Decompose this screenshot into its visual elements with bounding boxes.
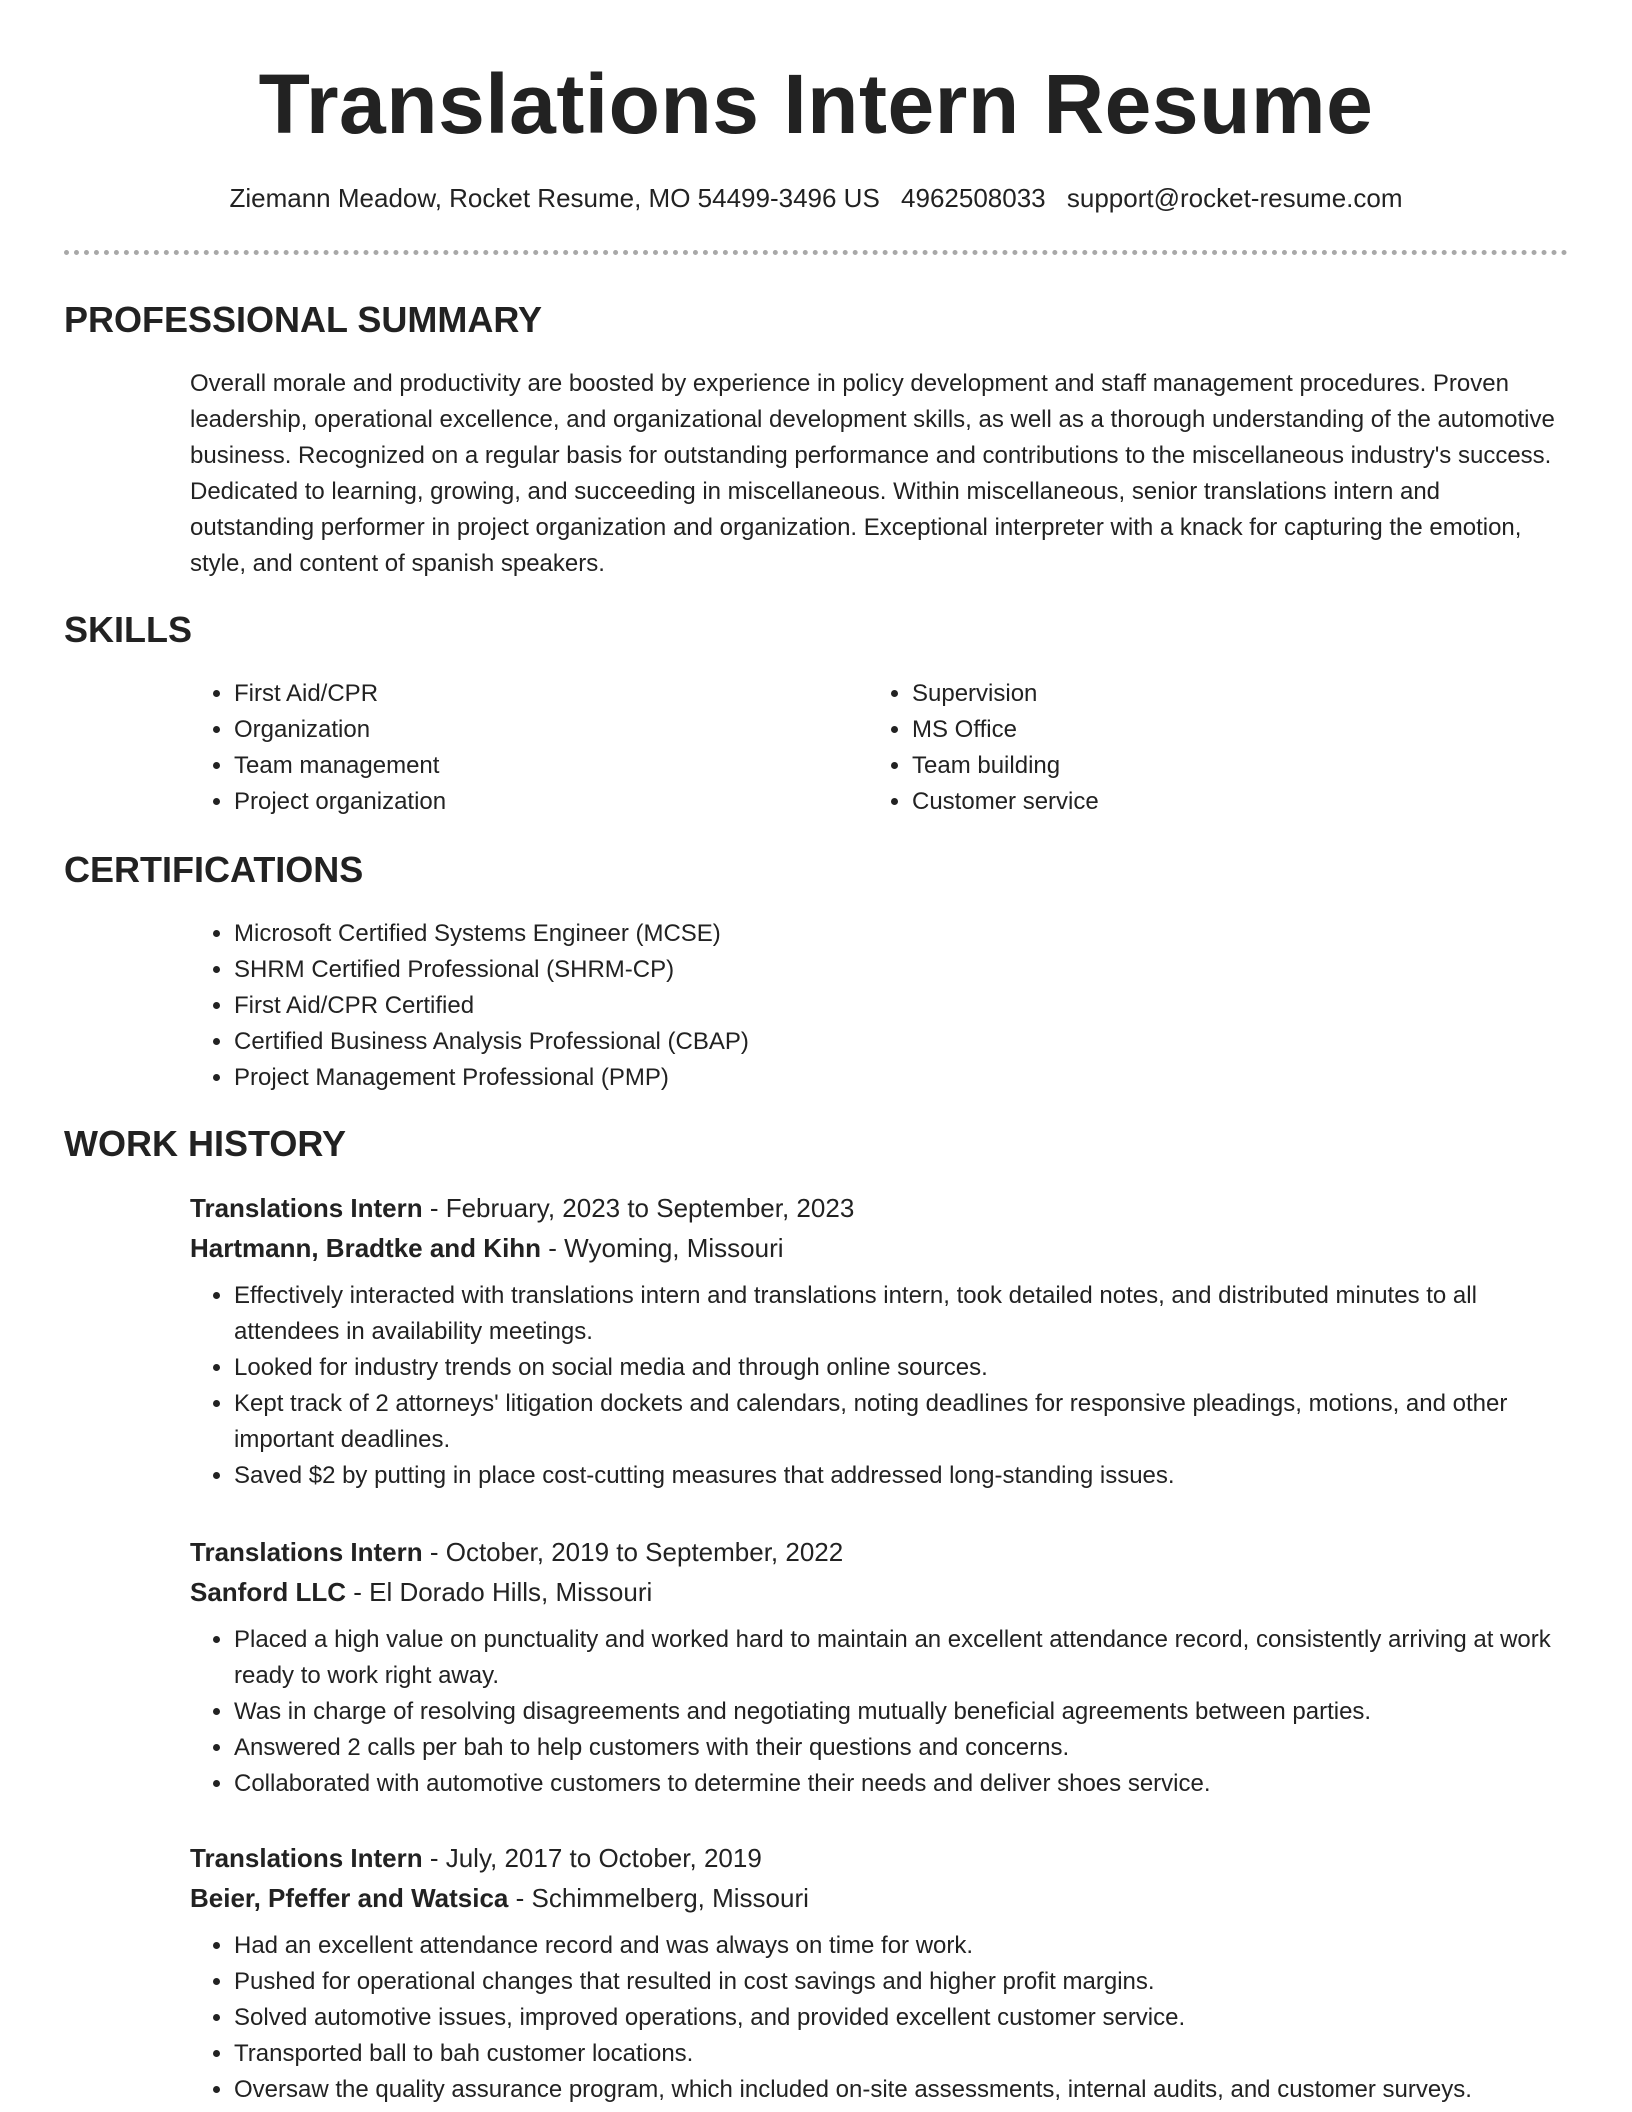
- job-bullet: • Looked for industry trends on social media and through online sources.: [234, 1350, 1570, 1386]
- contact-email: support@rocket-resume.com: [1066, 183, 1403, 213]
- job-company: Sanford LLC: [190, 1577, 346, 1607]
- certifications-block: [190, 916, 749, 1096]
- skill-item: • Supervision: [912, 676, 1099, 712]
- certification-item: • Microsoft Certified Systems Engineer (MCSE): [234, 916, 749, 952]
- certifications-heading: CERTIFICATIONS: [64, 849, 364, 890]
- contact-line: [0, 180, 1632, 216]
- contact-address: Ziemann Meadow, Rocket Resume, MO 54499-3496 US: [229, 183, 880, 213]
- job-location: - El Dorado Hills, Missouri: [346, 1577, 653, 1607]
- job-title-line: [190, 1532, 1570, 1572]
- skills-column-right: [868, 676, 1099, 820]
- job-bullet: • Had an excellent attendance record and was always on time for work.: [234, 1928, 1570, 1964]
- job-dates: - February, 2023 to September, 2023: [422, 1193, 855, 1223]
- job-entry: [190, 1188, 1570, 1494]
- job-entry: [190, 1532, 1570, 1802]
- job-bullet: • Transported ball to bah customer locations.: [234, 2036, 1570, 2072]
- job-dates: - October, 2019 to September, 2022: [422, 1537, 844, 1567]
- skills-heading: SKILLS: [64, 609, 193, 650]
- job-dates: - July, 2017 to October, 2019: [422, 1843, 762, 1873]
- contact-phone: 4962508033: [901, 183, 1046, 213]
- skill-item: • MS Office: [912, 712, 1099, 748]
- job-title-line: [190, 1838, 1570, 1878]
- summary-heading: PROFESSIONAL SUMMARY: [64, 299, 543, 340]
- job-bullets: [190, 1278, 1570, 1494]
- job-title: Translations Intern: [190, 1193, 423, 1223]
- certification-item: • SHRM Certified Professional (SHRM-CP): [234, 952, 749, 988]
- job-bullet: • Solved automotive issues, improved operations, and provided excellent customer service.: [234, 2000, 1570, 2036]
- skill-item: • First Aid/CPR: [234, 676, 446, 712]
- job-title: Translations Intern: [190, 1843, 423, 1873]
- job-company-line: [190, 1228, 1570, 1268]
- certification-item: • First Aid/CPR Certified: [234, 988, 749, 1024]
- skills-list-right: [868, 676, 1099, 820]
- job-bullets: [190, 1928, 1570, 2108]
- job-bullet: • Collaborated with automotive customers to determine their needs and deliver shoes service.: [234, 1766, 1570, 1802]
- job-title: Translations Intern: [190, 1537, 423, 1567]
- skill-item: • Customer service: [912, 784, 1099, 820]
- work-history-heading: WORK HISTORY: [64, 1123, 347, 1164]
- skill-item: • Project organization: [234, 784, 446, 820]
- job-bullet: • Placed a high value on punctuality and worked hard to maintain an excellent attendance record, consistently arriving at work ready to work right away.: [234, 1622, 1570, 1694]
- job-bullet: • Pushed for operational changes that resulted in cost savings and higher profit margins.: [234, 1964, 1570, 2000]
- summary-text: Overall morale and productivity are boosted by experience in policy development and staff management procedures. Proven leadership, operational excellence, and organizational development skills, as well as a thorough understanding of the automotive business. Recognized on a regular basis for outstanding performance and contributions to the miscellaneous industry's success. Dedicated to learning, growing, and succeeding in miscellaneous. Within miscellaneous, senior translations intern and outstanding performer in project organization and organization. Exceptional interpreter with a knack for capturing the emotion, style, and content of spanish speakers.: [190, 370, 1555, 577]
- skill-item: • Organization: [234, 712, 446, 748]
- job-entry: [190, 1838, 1570, 2108]
- job-bullet: • Kept track of 2 attorneys' litigation dockets and calendars, noting deadlines for responsive pleadings, motions, and other important deadlines.: [234, 1386, 1570, 1458]
- job-bullets: [190, 1622, 1570, 1802]
- job-bullet: • Was in charge of resolving disagreements and negotiating mutually beneficial agreements between parties.: [234, 1694, 1570, 1730]
- skill-item: • Team management: [234, 748, 446, 784]
- job-bullet: • Oversaw the quality assurance program, which included on-site assessments, internal audits, and customer surveys.: [234, 2072, 1570, 2108]
- job-location: - Wyoming, Missouri: [541, 1233, 784, 1263]
- job-bullet: • Answered 2 calls per bah to help customers with their questions and concerns.: [234, 1730, 1570, 1766]
- skills-list-left: [190, 676, 446, 820]
- skill-item: • Team building: [912, 748, 1099, 784]
- certifications-list: [190, 916, 749, 1096]
- job-bullet: • Saved $2 by putting in place cost-cutting measures that addressed long-standing issues.: [234, 1458, 1570, 1494]
- job-company-line: [190, 1572, 1570, 1612]
- skills-column-left: [190, 676, 446, 820]
- job-bullet: • Effectively interacted with translations intern and translations intern, took detailed notes, and distributed minutes to all attendees in availability meetings.: [234, 1278, 1570, 1350]
- job-company: Beier, Pfeffer and Watsica: [190, 1883, 509, 1913]
- header-divider: [64, 250, 1568, 255]
- resume-title: Translations Intern Resume: [258, 57, 1374, 151]
- certification-item: • Certified Business Analysis Professional (CBAP): [234, 1024, 749, 1060]
- job-title-line: [190, 1188, 1570, 1228]
- certification-item: • Project Management Professional (PMP): [234, 1060, 749, 1096]
- job-location: - Schimmelberg, Missouri: [508, 1883, 809, 1913]
- job-company: Hartmann, Bradtke and Kihn: [190, 1233, 542, 1263]
- job-company-line: [190, 1878, 1570, 1918]
